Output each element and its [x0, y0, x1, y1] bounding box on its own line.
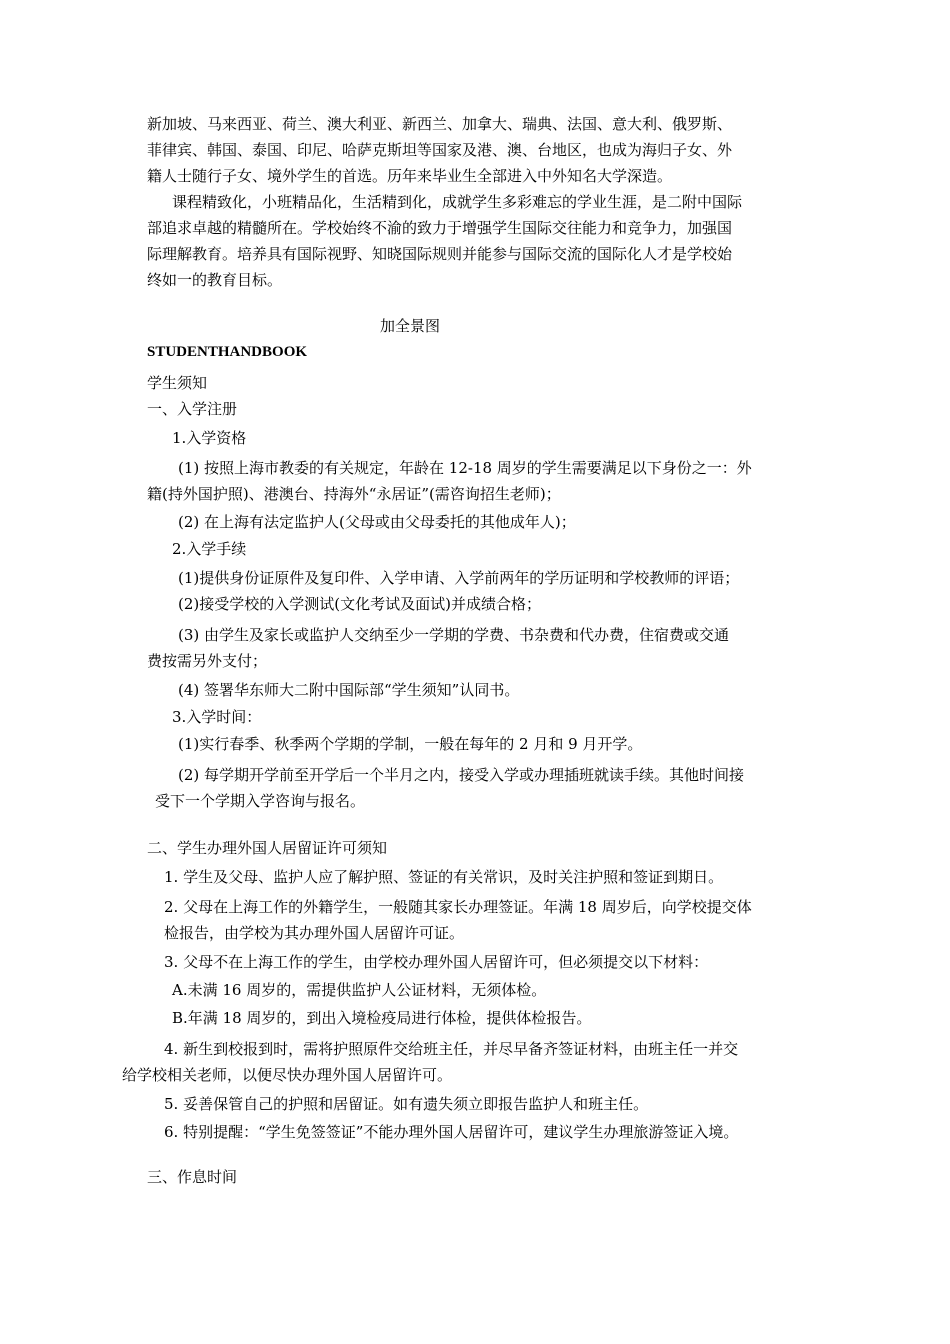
- list-item-continued: 给学校相关老师，以便尽快办理外国人居留许可。: [122, 1066, 453, 1084]
- panorama-note: 加全景图: [380, 317, 441, 335]
- list-item: 5. 妥善保管自己的护照和居留证。如有遗失须立即报告监护人和班主任。: [164, 1095, 649, 1113]
- list-item: (2) 在上海有法定监护人(父母或由父母委托的其他成年人)；: [178, 513, 576, 531]
- section-title: 一、入学注册: [147, 400, 238, 418]
- list-item: (2)接受学校的入学测试(文化考试及面试)并成绩合格；: [178, 595, 541, 613]
- list-subitem: B.年满 18 周岁的，到出入境检疫局进行体检，提供体检报告。: [172, 1009, 592, 1027]
- list-item: 6. 特别提醒：“学生免签签证”不能办理外国人居留许可，建议学生办理旅游签证入境。: [164, 1123, 739, 1141]
- intro-line: 新加坡、马来西亚、荷兰、澳大利亚、新西兰、加拿大、瑞典、法国、意大利、俄罗斯、: [147, 115, 733, 133]
- intro-line: 终如一的教育目标。: [147, 271, 283, 289]
- list-item-continued: 费按需另外支付；: [147, 652, 268, 670]
- intro-line: 际理解教育。培养具有国际视野、知晓国际规则并能参与国际交流的国际化人才是学校始: [147, 245, 733, 263]
- handbook-title: STUDENTHANDBOOK: [147, 344, 308, 360]
- intro-line: 籍人士随行子女、境外学生的首选。历年来毕业生全部进入中外知名大学深造。: [147, 167, 673, 185]
- list-item-continued: 受下一个学期入学咨询与报名。: [155, 792, 366, 810]
- intro-line: 部追求卓越的精髓所在。学校始终不渝的致力于增强学生国际交往能力和竞争力，加强国: [147, 219, 733, 237]
- intro-line: 菲律宾、韩国、泰国、印尼、哈萨克斯坦等国家及港、澳、台地区，也成为海归子女、外: [147, 141, 733, 159]
- list-item: 1. 学生及父母、监护人应了解护照、签证的有关常识，及时关注护照和签证到期日。: [164, 868, 724, 886]
- list-subitem: A.未满 16 周岁的，需提供监护人公证材料，无须体检。: [172, 981, 547, 999]
- list-item-continued: 检报告，由学校为其办理外国人居留许可证。: [164, 924, 465, 942]
- list-item-continued: 籍(持外国护照)、港澳台、持海外“永居证”(需咨询招生老师)；: [147, 485, 561, 503]
- list-item: 2. 父母在上海工作的外籍学生，一般随其家长办理签证。年满 18 周岁后，向学校提交体: [164, 898, 752, 916]
- section-title: 二、学生办理外国人居留证许可须知: [147, 839, 388, 857]
- intro-line: 课程精致化，小班精品化，生活精到化，成就学生多彩难忘的学业生涯，是二附中国际: [172, 193, 743, 211]
- list-item: (3) 由学生及家长或监护人交纳至少一学期的学费、书杂费和代办费，住宿费或交通: [178, 626, 730, 644]
- list-item: 3. 父母不在上海工作的学生，由学校办理外国人居留许可，但必须提交以下材料：: [164, 953, 709, 971]
- subsection-title: 3.入学时间：: [172, 708, 262, 726]
- subsection-title: 2.入学手续: [172, 540, 247, 558]
- subsection-title: 1.入学资格: [172, 429, 247, 447]
- list-item: (1)实行春季、秋季两个学期的学制，一般在每年的 2 月和 9 月开学。: [178, 735, 643, 753]
- list-item: (2) 每学期开学前至开学后一个半月之内，接受入学或办理插班就读手续。其他时间接: [178, 766, 745, 784]
- list-item: (1)提供身份证原件及复印件、入学申请、入学前两年的学历证明和学校教师的评语；: [178, 569, 740, 587]
- list-item: (1) 按照上海市教委的有关规定，年龄在 12-18 周岁的学生需要满足以下身份之一：外: [178, 459, 752, 477]
- notice-title: 学生须知: [147, 374, 208, 392]
- list-item: (4) 签署华东师大二附中国际部“学生须知”认同书。: [178, 681, 520, 699]
- list-item: 4. 新生到校报到时，需将护照原件交给班主任，并尽早备齐签证材料，由班主任一并交: [164, 1040, 739, 1058]
- section-title: 三、作息时间: [147, 1168, 238, 1186]
